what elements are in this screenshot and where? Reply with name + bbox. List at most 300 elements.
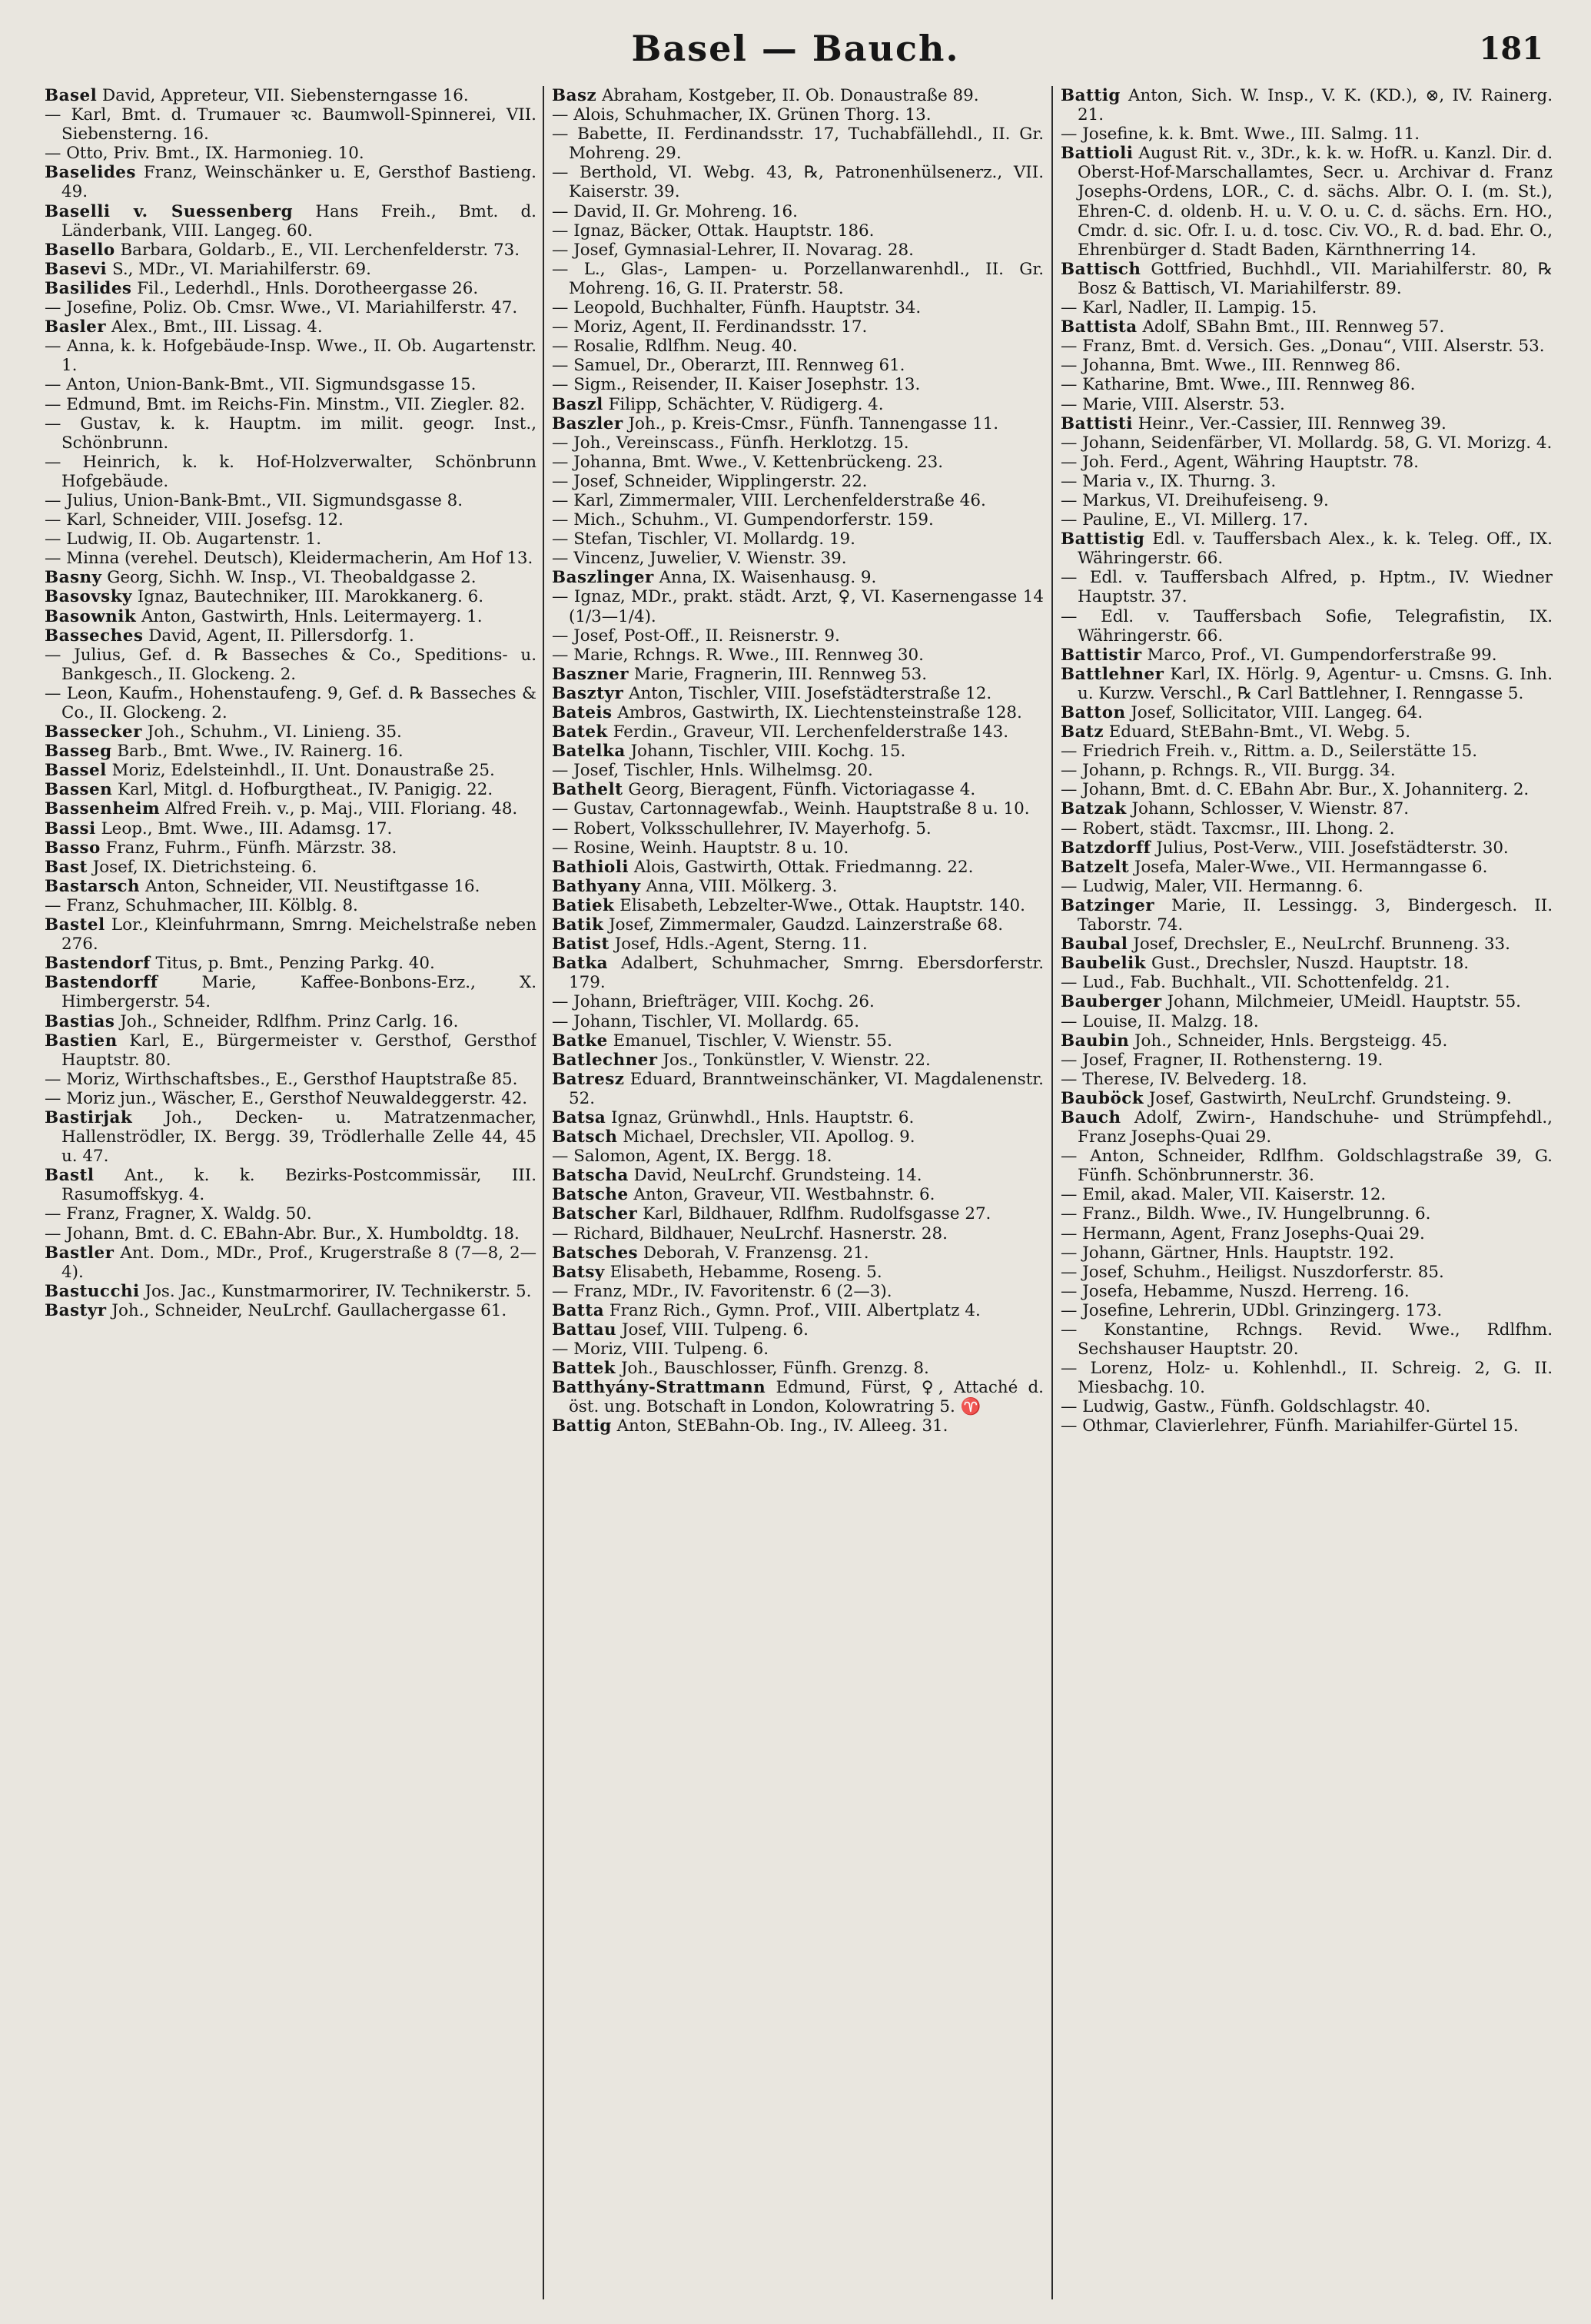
entry-text: — Johanna, Bmt. Wwe., III. Rennweg 86. [1061,356,1401,376]
entry-text: — Johann, Bmt. d. C. EBahn Abr. Bur., X. Johanniterg. 2. [1061,780,1530,800]
entry-text: — Louise, II. Malzg. 18. [1061,1011,1259,1031]
directory-entry [552,1147,1044,1166]
directory-entry [552,568,1044,587]
directory-entry [552,375,1044,394]
entry-surname: Battek [552,1359,616,1379]
directory-entry [1061,742,1553,761]
directory-entry [552,163,1044,201]
entry-text: — Ignaz, Bäcker, Ottak. Hauptstr. 186. [552,221,875,241]
entry-text: — Edl. v. Tauffersbach Alfred, p. Hptm., IV. Wiedner Hauptstr. 37. [1061,568,1553,607]
entry-text: Eduard, Branntweinschänker, VI. Magdalenenstr. 52. [569,1069,1044,1108]
directory-entry [552,684,1044,703]
entry-text: — Josef, Gymnasial-Lehrer, II. Novarag. 28. [552,240,914,260]
entry-text: — Otto, Priv. Bmt., IX. Harmonieg. 10. [45,144,364,164]
entry-text: Moriz, Edelsteinhdl., II. Unt. Donaustraße 25. [111,761,495,781]
directory-entry [45,877,536,896]
directory-entry [552,877,1044,896]
directory-entry [45,395,536,414]
running-head: Basel — Bauch. [631,28,960,69]
entry-text: — Franz, Fragner, X. Waldg. 50. [45,1204,312,1224]
entry-text: — Ludwig, Maler, VII. Hermanng. 6. [1061,876,1363,896]
entry-text: — Vincenz, Juwelier, V. Wienstr. 39. [552,549,847,569]
entry-surname: Bathyany [552,876,641,896]
entry-text: Alfred Freih. v., p. Maj., VIII. Floriang. 48. [164,799,518,819]
directory-entry [552,1263,1044,1282]
entry-text: Jos. Jac., Kunstmarmorirer, IV. Technikerstr. 5. [144,1281,532,1301]
entry-surname: Bathelt [552,780,623,800]
entry-text: — Marie, Rchngs. R. Wwe., III. Rennweg 30. [552,645,924,665]
entry-text: — Gustav, Cartonnagewfab., Weinh. Hauptstraße 8 u. 10. [552,799,1030,819]
entry-text: — Heinrich, k. k. Hof-Holzverwalter, Schönbrunn Hofgebäude. [45,452,536,491]
entry-text: Ignaz, Bautechniker, III. Marokkanerg. 6. [137,587,484,607]
directory-entry [45,896,536,915]
directory-entry [552,86,1044,105]
directory-entry [1061,1397,1553,1416]
entry-surname: Bastl [45,1166,95,1186]
entry-text: Anton, Gastwirth, Hnls. Leitermayerg. 1. [141,606,483,626]
entry-surname: Battig [1061,86,1121,105]
page-header [0,23,1591,69]
entry-text: Fil., Lederhdl., Hnls. Dorotheergasse 26. [137,278,479,298]
directory-entry [1061,1147,1553,1185]
entry-surname: Bauch [1061,1107,1121,1127]
directory-entry [45,684,536,722]
entry-surname: Basovsky [45,587,132,607]
entry-text: S., MDr., VI. Mariahilferstr. 69. [111,259,371,279]
directory-entry [1061,607,1553,646]
entry-surname: Bassen [45,780,113,800]
entry-text: — Josef, Tischler, Hnls. Wilhelmsg. 20. [552,761,873,781]
entry-surname: Basz [552,86,597,105]
directory-entry [552,954,1044,992]
entry-surname: Battista [1061,317,1138,337]
entry-text: — Salomon, Agent, IX. Bergg. 18. [552,1147,832,1167]
entry-text: — Stefan, Tischler, VI. Mollardg. 19. [552,530,855,549]
entry-text: Joh., p. Kreis-Cmsr., Fünfh. Tannengasse 11. [628,413,999,433]
directory-entry [45,163,536,201]
entry-text: Marco, Prof., VI. Gumpendorferstraße 99. [1147,645,1497,665]
directory-entry [45,1031,536,1070]
entry-surname: Batka [552,954,609,974]
directory-entry [45,549,536,568]
directory-entry [552,1127,1044,1147]
entry-text: Georg, Bieragent, Fünfh. Victoriagasse 4. [628,780,976,800]
directory-entry [1061,703,1553,722]
entry-text: Franz, Fuhrm., Fünfh. Märzstr. 38. [105,838,397,858]
directory-entry [45,626,536,646]
directory-entry [45,646,536,684]
entry-surname: Bassel [45,761,107,781]
entry-text: Ant., k. k. Bezirks-Postcommissär, III. Rasumoffskyg. 4. [61,1166,536,1205]
directory-entry [1061,1089,1553,1108]
entry-surname: Battisti [1061,413,1133,433]
entry-text: Deborah, V. Franzensg. 21. [643,1243,869,1263]
directory-entry [552,1108,1044,1127]
directory-entry [1061,124,1553,144]
column-3 [1061,86,1553,2299]
entry-text: — Franz, Bmt. d. Versich. Ges. „Donau“, VIII. Alserstr. 53. [1061,337,1545,357]
entry-surname: Batton [1061,703,1126,722]
directory-entry [1061,395,1553,414]
entry-text: — Edl. v. Tauffersbach Sofie, Telegrafistin, IX. Währingerstr. 66. [1061,606,1553,646]
entry-text: — Sigm., Reisender, II. Kaiser Josephstr. 13. [552,375,921,395]
entry-surname: Battlehner [1061,664,1164,684]
entry-text: — Rosalie, Rdlfhm. Neug. 40. [552,337,798,357]
entry-text: Adalbert, Schuhmacher, Smrng. Ebersdorferstr. 179. [569,954,1044,993]
directory-entry [45,298,536,317]
entry-text: — Moriz jun., Wäscher, E., Gersthof Neuwaldeggerstr. 42. [45,1088,528,1108]
directory-entry [45,761,536,780]
entry-text: Ignaz, Grünwhdl., Hnls. Hauptstr. 6. [611,1107,915,1127]
entry-surname: Batsches [552,1243,639,1263]
directory-entry [1061,1031,1553,1051]
directory-entry [45,317,536,337]
directory-entry [1061,337,1553,356]
entry-surname: Batthyány-Strattmann [552,1378,766,1398]
directory-entry [552,1166,1044,1185]
directory-entry [1061,144,1553,260]
entry-text: — Josefine, k. k. Bmt. Wwe., III. Salmg. 11. [1061,124,1420,144]
entry-surname: Basny [45,568,102,588]
directory-entry [552,1282,1044,1301]
entry-text: Karl, Mitgl. d. Hofburgtheat., IV. Panigig. 22. [118,780,493,800]
entry-surname: Basseg [45,742,112,762]
directory-entry [552,626,1044,646]
directory-entry [552,337,1044,356]
entry-text: — Leon, Kaufm., Hohenstaufeng. 9, Gef. d. ℞ Basseches & Co., II. Glockeng. 2. [45,683,536,722]
entry-text: — Robert, städt. Taxcmsr., III. Lhong. 2. [1061,818,1395,838]
entry-surname: Battioli [1061,144,1134,164]
entry-text: — Minna (verehel. Deutsch), Kleidermacherin, Am Hof 13. [45,549,533,569]
entry-text: — Rosine, Weinh. Hauptstr. 8 u. 10. [552,838,849,858]
entry-text: — Karl, Zimmermaler, VIII. Lerchenfelderstraße 46. [552,490,986,510]
entry-text: — Ludwig, II. Ob. Augartenstr. 1. [45,530,322,549]
directory-entry [1061,992,1553,1011]
directory-entry [45,375,536,394]
directory-entry [552,1340,1044,1359]
directory-entry [1061,375,1553,394]
directory-entry [1061,472,1553,491]
entry-text: Barbara, Goldarb., E., VII. Lerchenfelderstr. 73. [120,240,520,260]
directory-entry [45,510,536,530]
directory-entry [45,799,536,818]
entry-surname: Baszl [552,394,603,414]
directory-entry [552,1012,1044,1031]
directory-entry [1061,414,1553,433]
entry-text: Anna, IX. Waisenhausg. 9. [659,568,877,588]
entry-surname: Basel [45,86,98,105]
entry-surname: Bastler [45,1243,115,1263]
entry-surname: Batzdorff [1061,838,1151,858]
entry-surname: Basello [45,240,115,260]
directory-entry [552,819,1044,838]
entry-text: Johann, Schlosser, V. Wienstr. 87. [1131,799,1410,819]
entry-text: — Josef, Post-Off., II. Reisnerstr. 9. [552,626,840,646]
directory-entry [552,896,1044,915]
entry-text: Josef, Sollicitator, VIII. Langeg. 64. [1131,703,1423,722]
directory-entry [552,124,1044,163]
directory-entry [552,935,1044,954]
entry-text: Marie, Fragnerin, III. Rennweg 53. [633,664,927,684]
directory-entry [552,221,1044,241]
directory-entry [45,337,536,375]
entry-text: — Karl, Nadler, II. Lampig. 15. [1061,298,1317,318]
entry-text: Elisabeth, Hebamme, Roseng. 5. [609,1262,882,1282]
entry-text: Ferdin., Graveur, VII. Lerchenfelderstraße 143. [613,722,1009,742]
directory-entry [45,279,536,298]
entry-text: Elisabeth, Lebzelter-Wwe., Ottak. Hauptstr. 140. [619,895,1025,915]
entry-text: Joh., Schuhm., VI. Linieng. 35. [147,722,402,742]
entry-surname: Batist [552,935,609,954]
entry-text: — Robert, Volksschullehrer, IV. Mayerhofg. 5. [552,818,932,838]
entry-text: Franz Rich., Gymn. Prof., VIII. Albertplatz 4. [609,1300,981,1320]
entry-surname: Batzelt [1061,857,1130,877]
directory-entry [45,453,536,491]
directory-entry [1061,1243,1553,1263]
directory-entry [1061,298,1553,317]
entry-text: — Ludwig, Gastw., Fünfh. Goldschlagstr. 40. [1061,1397,1431,1417]
entry-text: Abraham, Kostgeber, II. Ob. Donaustraße 89. [601,86,979,105]
entry-text: Jos., Tonkünstler, V. Wienstr. 22. [663,1050,931,1070]
directory-entry [552,395,1044,414]
directory-entry [45,915,536,954]
entry-surname: Batsy [552,1262,605,1282]
directory-entry [552,780,1044,799]
entry-text: — Markus, VI. Dreihufeiseng. 9. [1061,490,1329,510]
entry-text: Emanuel, Tischler, V. Wienstr. 55. [613,1031,892,1051]
directory-entry [552,1204,1044,1223]
entry-text: — Marie, VIII. Alserstr. 53. [1061,394,1285,414]
directory-entry [552,317,1044,337]
entry-text: — Friedrich Freih. v., Rittm. a. D., Seilerstätte 15. [1061,742,1477,762]
entry-surname: Bastyr [45,1300,107,1320]
entry-surname: Bastendorf [45,954,151,974]
entry-text: — Julius, Union-Bank-Bmt., VII. Sigmundsgasse 8. [45,490,463,510]
entry-text: Gust., Drechsler, Nuszd. Hauptstr. 18. [1151,954,1470,974]
directory-entry [552,356,1044,375]
directory-entry [552,491,1044,510]
entry-text: Adolf, Zwirn-, Handschuhe- und Strümpfehdl., Franz Josephs-Quai 29. [1078,1107,1553,1147]
directory-entry [552,241,1044,260]
directory-entry [552,105,1044,124]
entry-text: — David, II. Gr. Mohreng. 16. [552,201,798,221]
entry-text: — Josefine, Poliz. Ob. Cmsr. Wwe., VI. Mariahilferstr. 47. [45,298,518,318]
entry-surname: Bassenheim [45,799,161,819]
entry-text: Titus, p. Bmt., Penzing Parkg. 40. [155,954,435,974]
directory-entry [552,433,1044,453]
entry-text: — Lud., Fab. Buchhalt., VII. Schottenfeldg. 21. [1061,973,1450,993]
directory-entry [45,607,536,626]
directory-entry [45,722,536,742]
entry-text: — Katharine, Bmt. Wwe., III. Rennweg 86. [1061,375,1416,395]
entry-surname: Batiek [552,895,615,915]
entry-text: Edmund, Fürst, ♀, Attaché d. öst. ung. Botschaft in London, Kolowratring 5. ♈ [569,1378,1044,1417]
entry-surname: Baszler [552,413,623,433]
entry-text: — Anton, Schneider, Rdlfhm. Goldschlagstraße 39, G. Fünfh. Schönbrunnerstr. 36. [1061,1147,1553,1186]
directory-entry [1061,568,1553,606]
directory-entry [552,530,1044,549]
entry-surname: Batzak [1061,799,1127,819]
entry-surname: Bateis [552,703,613,722]
entry-text: — Othmar, Clavierlehrer, Fünfh. Mariahilfer-Gürtel 15. [1061,1416,1519,1436]
entry-surname: Battau [552,1320,617,1340]
directory-entry [552,587,1044,626]
directory-entry [45,241,536,260]
directory-entry [1061,1282,1553,1301]
entry-surname: Bastel [45,915,105,935]
directory-entry [1061,1185,1553,1204]
entry-surname: Baubin [1061,1031,1130,1051]
entry-text: — Samuel, Dr., Oberarzt, III. Rennweg 61. [552,356,905,376]
entry-surname: Batta [552,1300,605,1320]
directory-entry [45,1012,536,1031]
entry-text: — Maria v., IX. Thurng. 3. [1061,471,1277,491]
directory-entry [1061,1320,1553,1359]
entry-surname: Batsch [552,1127,618,1147]
directory-entry [1061,935,1553,954]
directory-entry [45,260,536,279]
entry-text: — Anna, k. k. Hofgebäude-Insp. Wwe., II. Ob. Augartenstr. 1. [45,337,536,376]
entry-surname: Batelka [552,742,626,762]
directory-entry [1061,780,1553,799]
entry-surname: Batsa [552,1107,606,1127]
entry-text: Anton, StEBahn-Ob. Ing., IV. Alleeg. 31. [616,1416,948,1436]
entry-surname: Baubal [1061,935,1128,954]
entry-text: Joh., Bauschlosser, Fünfh. Grenzg. 8. [620,1359,929,1379]
entry-surname: Bassecker [45,722,142,742]
entry-surname: Battisch [1061,259,1141,279]
directory-entry [1061,491,1553,510]
directory-entry [552,1301,1044,1320]
column-1 [45,86,536,2299]
directory-entry [1061,1263,1553,1282]
directory-entry [45,86,536,105]
entry-text: Karl, IX. Hörlg. 9, Agentur- u. Cmsns. G. Inh. u. Kurzw. Verschl., ℞ Carl Battlehner, I. Renngasse 5. [1078,664,1553,703]
entry-text: August Rit. v., 3Dr., k. k. w. HofR. u. Kanzl. Dir. d. Oberst-Hof-Marschallamtes, Secr. u. Archivar d. Franz Josephs-Ordens, LOR., C. d. sächs. Albr. O. I. (m. St.), Ehren-C. d. oldenb. H. u. V. O. u. C. d. sächs. Ern. HO., Cmdr. d. sic. Ofr. I. u. d. tosc. Civ. VO., R. d. bad. Ehr. O., Ehrenbürger d. Stadt Baden, Kärnthnerring 14. [1078,144,1553,260]
entry-text: Josef, Hdls.-Agent, Sterng. 11. [614,935,868,954]
directory-entry [45,1282,536,1301]
directory-entry [552,1031,1044,1051]
entry-surname: Batresz [552,1069,625,1089]
directory-entry [45,144,536,163]
directory-entry [552,260,1044,298]
entry-surname: Batek [552,722,608,742]
entry-surname: Bauböck [1061,1088,1144,1108]
entry-text: — Joh., Vereinscass., Fünfh. Herklotzg. 15. [552,433,909,453]
directory-entry [552,1359,1044,1378]
entry-surname: Battig [552,1416,612,1436]
directory-entry [552,1378,1044,1416]
directory-entry [552,761,1044,780]
directory-entry [552,414,1044,433]
directory-entry [45,491,536,510]
entry-text: Joh., Schneider, NeuLrchf. Gaullachergasse 61. [111,1300,507,1320]
directory-entry [45,587,536,606]
entry-surname: Batke [552,1031,608,1051]
entry-text: — Franz, MDr., IV. Favoritenstr. 6 (2—3). [552,1281,892,1301]
entry-text: — Joh. Ferd., Agent, Währing Hauptstr. 78. [1061,452,1419,472]
entry-surname: Baszner [552,664,629,684]
directory-entry [1061,973,1553,992]
directory-entry [1061,896,1553,935]
entry-surname: Basso [45,838,101,858]
entry-text: Anton, Schneider, VII. Neustiftgasse 16. [144,876,480,896]
entry-surname: Bathioli [552,857,629,877]
entry-text: Michael, Drechsler, VII. Apollog. 9. [623,1127,915,1147]
entry-surname: Bastias [45,1011,115,1031]
directory-entry [1061,838,1553,858]
entry-text: — Johann, Tischler, VI. Mollardg. 65. [552,1011,860,1031]
entry-text: Julius, Post-Verw., VIII. Josefstädterstr. 30. [1156,838,1509,858]
entry-text: — Ignaz, MDr., prakt. städt. Arzt, ♀, VI. Kasernengasse 14 (1/3—1/4). [552,587,1044,626]
directory-entry [552,549,1044,568]
directory-entry [1061,433,1553,453]
directory-entry [45,1166,536,1204]
directory-entry [45,838,536,858]
entry-surname: Basztyr [552,683,624,703]
entry-text: Gottfried, Buchhdl., VII. Mariahilferstr. 80, ℞ Bosz & Battisch, VI. Mariahilferstr. 89. [1078,259,1553,298]
entry-surname: Bastien [45,1031,118,1051]
entry-text: — Edmund, Bmt. im Reichs-Fin. Minstm., VII. Ziegler. 82. [45,394,526,414]
directory-entry [1061,1359,1553,1397]
entry-text: Karl, E., Bürgermeister v. Gersthof, Gersthof Hauptstr. 80. [61,1031,536,1070]
entry-text: — Karl, Bmt. d. Trumauer ꝛc. Baumwoll-Spinnerei, VII. Siebensterng. 16. [45,105,536,144]
entry-surname: Battistir [1061,645,1142,665]
entry-text: — Pauline, E., VI. Millerg. 17. [1061,510,1308,530]
columns [45,86,1553,2299]
entry-text: Josef, Drechsler, E., NeuLrchf. Brunneng. 33. [1133,935,1510,954]
entry-text: — Julius, Gef. d. ℞ Basseches & Co., Speditions- u. Bankgesch., II. Glockeng. 2. [45,645,536,684]
entry-text: Franz, Weinschänker u. E, Gersthof Bastieng. 49. [61,163,536,202]
entry-surname: Batzinger [1061,895,1154,915]
entry-text: — Johann, Briefträger, VIII. Kochg. 26. [552,992,875,1012]
directory-entry [552,799,1044,818]
directory-entry [552,665,1044,684]
directory-entry [552,1224,1044,1243]
entry-text: — Karl, Schneider, VIII. Josefsg. 12. [45,510,344,530]
entry-text: — Mich., Schuhm., VI. Gumpendorferstr. 159. [552,510,934,530]
entry-surname: Basevi [45,259,108,279]
column-2 [552,86,1044,2299]
entry-surname: Battistig [1061,530,1145,549]
entry-text: — Gustav, k. k. Hauptm. im milit. geogr. Inst., Schönbrunn. [45,413,536,453]
entry-text: Edl. v. Tauffersbach Alex., k. k. Teleg. Off., IX. Währingerstr. 66. [1078,530,1553,569]
directory-entry [1061,799,1553,818]
entry-text: Joh., Schneider, Hnls. Bergsteigg. 45. [1134,1031,1448,1051]
entry-surname: Bastarsch [45,876,141,896]
directory-entry [552,510,1044,530]
directory-entry [1061,858,1553,877]
directory-entry [45,1070,536,1089]
entry-text: — Johann, Gärtner, Hnls. Hauptstr. 192. [1061,1243,1394,1263]
entry-text: Barb., Bmt. Wwe., IV. Rainerg. 16. [117,742,404,762]
entry-surname: Bastirjak [45,1107,133,1127]
entry-text: Josef, VIII. Tulpeng. 6. [621,1320,809,1340]
directory-entry [45,1108,536,1166]
directory-entry [45,568,536,587]
entry-text: David, Agent, II. Pillersdorfg. 1. [148,626,414,646]
entry-text: — Johann, Bmt. d. C. EBahn-Abr. Bur., X. Humboldtg. 18. [45,1223,520,1243]
directory-entry [552,992,1044,1011]
entry-surname: Bastendorff [45,973,158,993]
entry-text: Anton, Graveur, VII. Westbahnstr. 6. [633,1185,935,1205]
entry-text: — Josefine, Lehrerin, UDbl. Grinzingerg. 173. [1061,1300,1443,1320]
directory-entry [1061,1224,1553,1243]
entry-surname: Bassi [45,818,96,838]
entry-surname: Basownik [45,606,137,626]
entry-text: Johann, Tischler, VIII. Kochg. 15. [630,742,906,762]
entry-text: — Franz, Schuhmacher, III. Kölblg. 8. [45,895,358,915]
